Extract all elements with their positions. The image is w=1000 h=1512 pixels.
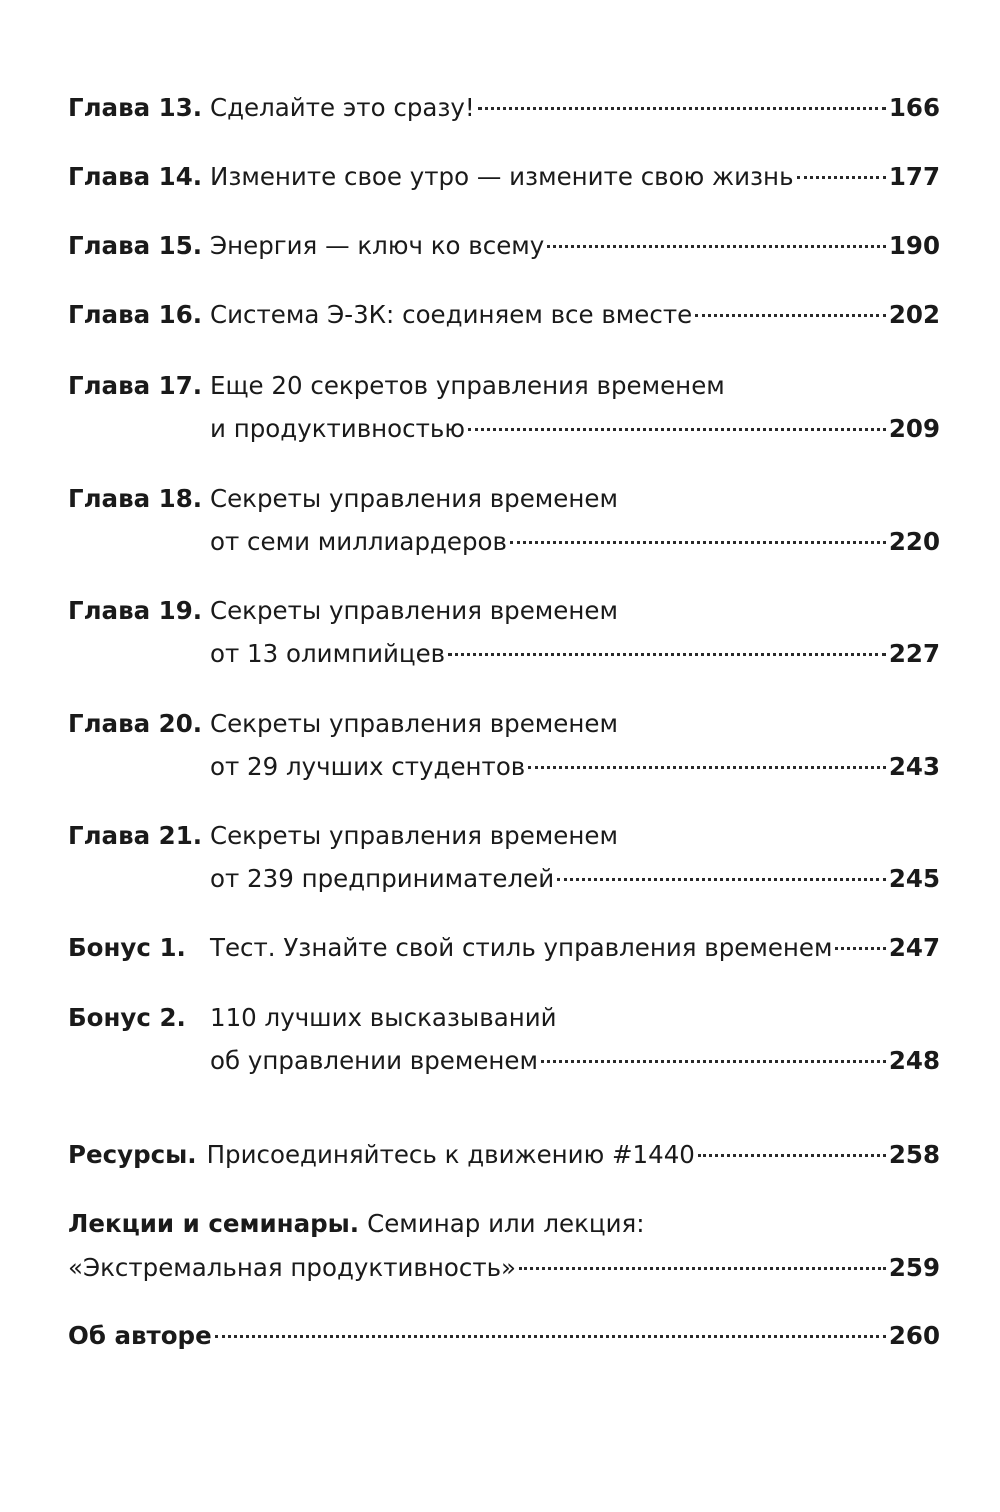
dot-leader xyxy=(478,107,886,110)
toc-entry-resources xyxy=(68,1135,940,1175)
chapter-title-line-2: и продуктивностью xyxy=(210,414,465,443)
toc-entry-chapter-13 xyxy=(68,88,940,128)
resources-label: Ресурсы. xyxy=(68,1140,197,1169)
toc-entry-chapter-21 xyxy=(68,816,940,899)
chapter-label: Глава 19. xyxy=(68,596,203,625)
bonus-title: Тест. Узнайте свой стиль управления временем xyxy=(210,933,833,962)
dot-leader xyxy=(528,766,886,769)
chapter-title-line-1: Секреты управления временем xyxy=(210,484,618,513)
toc-entry-chapter-19 xyxy=(68,591,940,674)
dot-leader xyxy=(698,1154,886,1157)
page-number: 247 xyxy=(888,933,940,962)
chapter-title: Система Э-3К: соединяем все вместе xyxy=(210,300,693,329)
dot-leader xyxy=(541,1060,886,1063)
dot-leader xyxy=(468,428,886,431)
page-number: 245 xyxy=(888,864,940,893)
dot-leader xyxy=(519,1267,886,1270)
about-author-label: Об авторе xyxy=(68,1321,212,1350)
chapter-label: Глава 16. xyxy=(68,300,203,329)
chapter-label: Глава 18. xyxy=(68,484,203,513)
bonus-label: Бонус 1. xyxy=(68,933,186,962)
chapter-title: Измените свое утро — измените свою жизнь xyxy=(210,162,794,191)
chapter-label: Глава 14. xyxy=(68,162,203,191)
page-number: 260 xyxy=(888,1321,940,1350)
toc-entry-chapter-17 xyxy=(68,366,940,449)
chapter-title: Энергия — ключ ко всему xyxy=(210,231,545,260)
lectures-title-line-2: «Экстремальная продуктивность» xyxy=(68,1253,517,1282)
toc-entry-lectures xyxy=(68,1204,940,1288)
bonus-title-line-1: 110 лучших высказываний xyxy=(210,1003,557,1032)
resources-title: Присоединяйтесь к движению #1440 xyxy=(206,1140,695,1169)
chapter-title-line-2: от 239 предпринимателей xyxy=(210,864,555,893)
dot-leader xyxy=(448,653,886,656)
page-number: 209 xyxy=(888,414,940,443)
chapter-title-line-1: Секреты управления временем xyxy=(210,596,618,625)
chapter-label: Глава 17. xyxy=(68,371,203,400)
page-number: 227 xyxy=(888,639,940,668)
toc-entry-about-author xyxy=(68,1316,940,1356)
chapter-title-line-1: Секреты управления временем xyxy=(210,709,618,738)
lectures-label: Лекции и семинары. xyxy=(68,1209,360,1238)
chapter-title-line-2: от 13 олимпийцев xyxy=(210,639,446,668)
dot-leader xyxy=(547,245,886,248)
page-number: 258 xyxy=(888,1140,940,1169)
chapter-title-line-2: от 29 лучших студентов xyxy=(210,752,526,781)
bonus-title-line-2: об управлении временем xyxy=(210,1046,538,1075)
toc-entry-bonus-1 xyxy=(68,928,940,968)
dot-leader xyxy=(215,1335,886,1338)
toc-entry-chapter-18 xyxy=(68,479,940,562)
page-number: 259 xyxy=(888,1253,940,1282)
page-number: 166 xyxy=(888,93,940,122)
page-number: 202 xyxy=(888,300,940,329)
page-number: 220 xyxy=(888,527,940,556)
chapter-title-line-1: Еще 20 секретов управления временем xyxy=(210,371,725,400)
chapter-label: Глава 20. xyxy=(68,709,203,738)
chapter-label: Глава 13. xyxy=(68,93,203,122)
chapter-title-line-2: от семи миллиардеров xyxy=(210,527,507,556)
dot-leader xyxy=(695,314,886,317)
toc-entry-bonus-2 xyxy=(68,998,940,1081)
dot-leader xyxy=(557,878,886,881)
page-number: 248 xyxy=(888,1046,940,1075)
page-number: 243 xyxy=(888,752,940,781)
chapter-label: Глава 15. xyxy=(68,231,203,260)
toc-entry-chapter-20 xyxy=(68,704,940,787)
toc-entry-chapter-15 xyxy=(68,226,940,266)
page-number: 177 xyxy=(888,162,940,191)
chapter-title-line-1: Секреты управления временем xyxy=(210,821,618,850)
toc-entry-chapter-14 xyxy=(68,157,940,197)
chapter-label: Глава 21. xyxy=(68,821,203,850)
lectures-title-line-1: Семинар или лекция: xyxy=(367,1209,645,1238)
dot-leader xyxy=(835,947,885,950)
dot-leader xyxy=(510,541,886,544)
toc-entry-chapter-16 xyxy=(68,295,940,335)
dot-leader xyxy=(797,176,886,179)
bonus-label: Бонус 2. xyxy=(68,1003,186,1032)
chapter-title: Сделайте это сразу! xyxy=(210,93,475,122)
page-number: 190 xyxy=(888,231,940,260)
